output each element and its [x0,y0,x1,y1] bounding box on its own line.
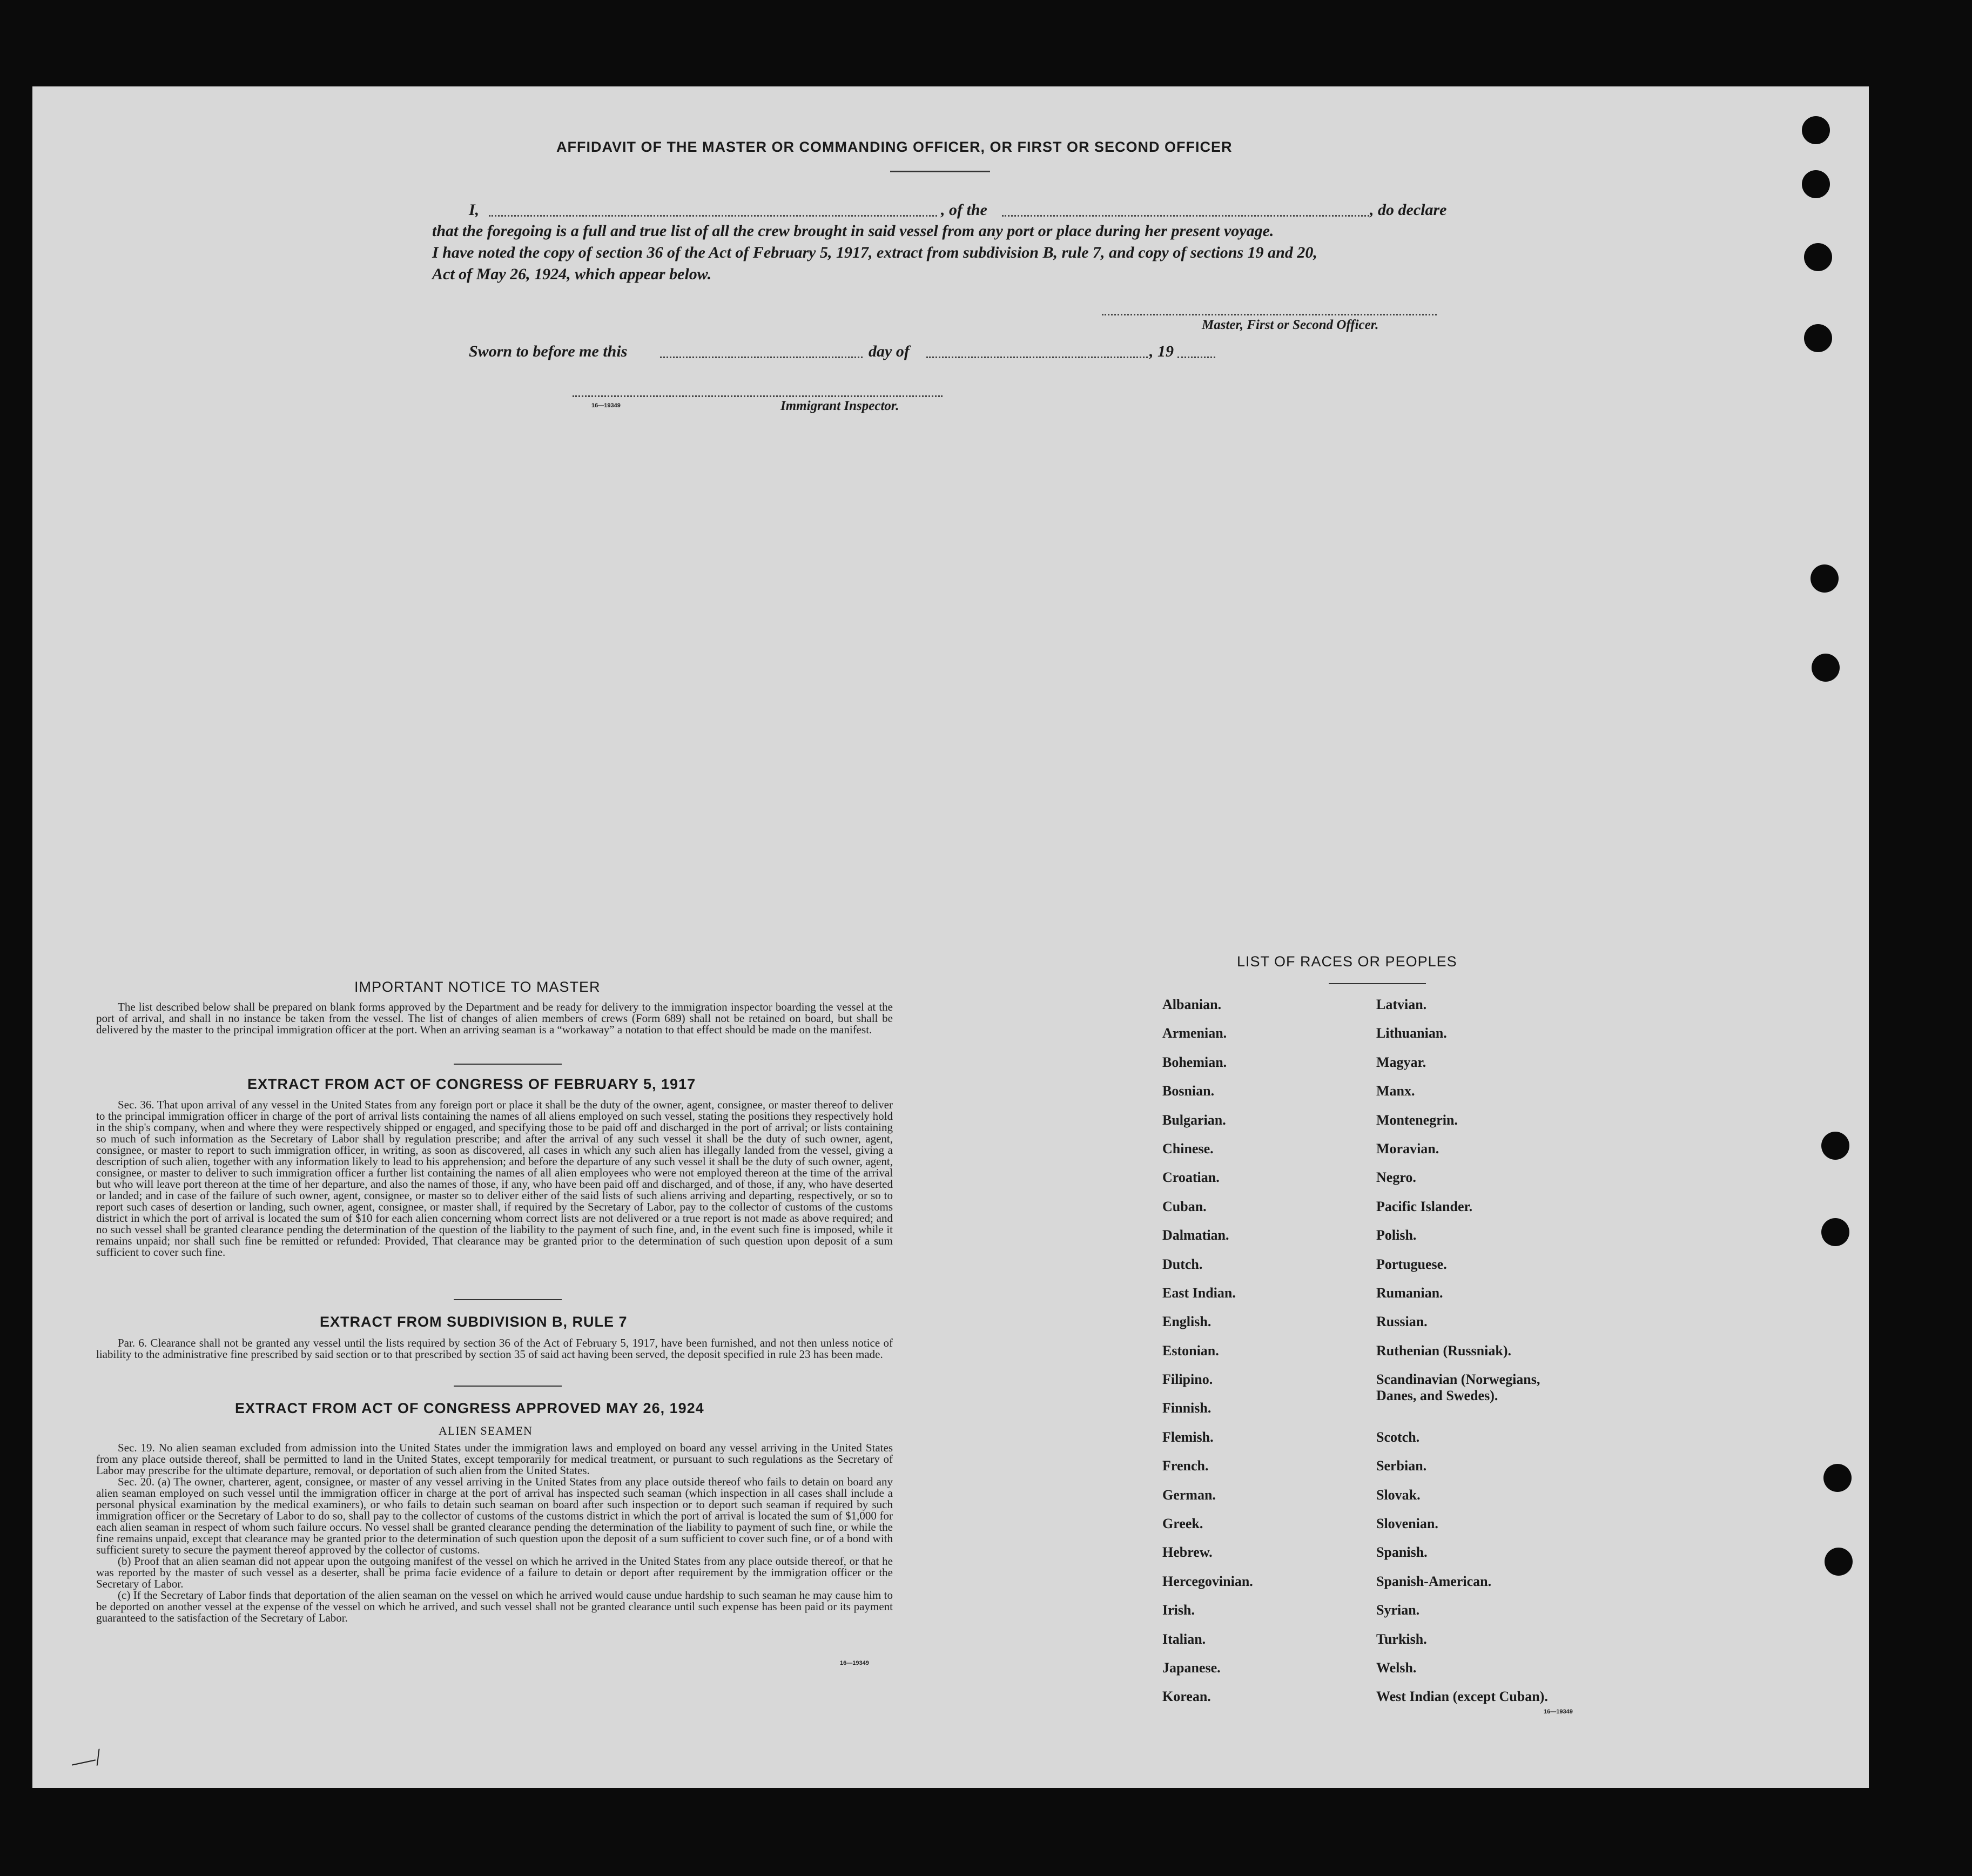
races-title: LIST OF RACES OR PEOPLES [1237,953,1457,970]
binder-hole [1802,116,1830,144]
race-item: Hercegovinian. [1162,1573,1253,1589]
extract-form-number: 16—19349 [840,1660,869,1666]
binder-hole [1812,654,1840,682]
binder-hole [1823,1464,1852,1492]
race-item: Greek. [1162,1516,1203,1532]
race-item: Bosnian. [1162,1083,1215,1099]
race-item: Russian. [1376,1314,1428,1330]
sworn-month-field[interactable] [926,346,1148,358]
section-rule [454,1299,562,1300]
margin-mark: —/ [69,1743,104,1776]
race-item: Filipino. [1162,1371,1213,1388]
race-item: Armenian. [1162,1025,1227,1041]
binder-hole [1821,1132,1849,1160]
sworn-day-field[interactable] [660,346,863,358]
declaration-do-declare: , do declare [1370,201,1447,219]
vessel-field[interactable] [1002,203,1369,217]
race-item: Bohemian. [1162,1054,1227,1070]
race-item: Bulgarian. [1162,1112,1226,1128]
title-rule [890,171,990,172]
declaration-line-3: I have noted the copy of section 36 of the Act of February 5, 1917, extract from subdivision B, rule 7, and copy of sections 19 and 20, [432,244,1317,261]
race-item: French. [1162,1458,1209,1474]
declaration-i: I, [469,201,480,219]
race-item: Latvian. [1376,997,1427,1012]
sworn-day-of: day of [869,342,910,360]
master-signature-field[interactable] [1102,304,1437,315]
declaration-line-4: Act of May 26, 1924, which appear below. [432,265,712,283]
race-item: West Indian (except Cuban). [1376,1689,1548,1705]
race-item: Pacific Islander. [1376,1198,1473,1214]
binder-hole [1811,564,1839,593]
race-item: Finnish. [1162,1400,1212,1416]
races-title-rule [1329,983,1426,984]
affidavit-title: AFFIDAVIT OF THE MASTER OR COMMANDING OFFICER, OR FIRST OR SECOND OFFICER [556,139,1233,155]
race-item: Cuban. [1162,1198,1207,1214]
extract-rule7-text [96,1337,893,1360]
race-item: Irish. [1162,1602,1195,1618]
race-item: Japanese. [1162,1659,1221,1676]
declaration-line-2: that the foregoing is a full and true list of all the crew brought in said vessel from any port or place during her present voyage. [432,222,1274,240]
race-item: Croatian. [1162,1169,1220,1186]
section-36-paragraph: Sec. 36. That upon arrival of any vessel in the United States from any foreign port or place it shall be the duty of the owner, agent, consignee, or master thereof to deliver to the principal immigration officer in charge of the port of arrival lists containing the names of all aliens employed on such vessel, stating the positions they respectively hold in the ship's company, when and where they were respectively shipped or engaged, and specifying those to be paid off and discharged in the port of arrival; or lists containing so much of such information as the Secretary of Labor shall by regulation prescribe; and after the arrival of any such vessel it shall be the duty of such owner, agent, consignee, or master to report to such immigration officer, in writing, as soon as discovered, all cases in which any such alien has illegally landed from the vessel, giving a description of such alien, together with any information likely to lead to his apprehension; and before the departure of any such vessel it shall be the duty of such owner, agent, consignee, or master to deliver to such immigration officer a further list containing the names of all alien employees who were not employed thereon at the time of the arrival but who will leave port thereon at the time of her departure, and also the names of those, if any, who have been paid off and discharged, and of those, if any, who have deserted or landed; and in case of the failure of such owner, agent, consignee, or master so to deliver either of the said lists of such aliens arriving and departing, respectively, or so to report such cases of desertion or landing, such owner, agent, consignee, or master shall, if required by the Secretary of Labor, pay to the collector of customs of the customs district in which the port of arrival is located the sum of $10 for each alien concerning whom correct lists are not delivered or a true report is not made as above required; and no such vessel shall be granted clearance pending the determination of the question of the liability to the payment of such fine, and, in the event such fine is imposed, while it remains unpaid; nor shall such fine be remitted or refunded: Provided, That clearance may be granted prior to the determination of such question upon deposit of a sum sufficient to cover such fine. [96,1098,893,1259]
race-item: Portuguese. [1376,1256,1447,1272]
form-number: 16—19349 [591,402,621,409]
race-item: Dalmatian. [1162,1227,1229,1243]
race-item: German. [1162,1487,1216,1503]
race-item: Scotch. [1376,1429,1420,1445]
extract-1917-title: EXTRACT FROM ACT OF CONGRESS OF FEBRUARY 5, 1917 [247,1076,696,1092]
extract-1924-text [96,1442,893,1624]
section-20a-paragraph: Sec. 20. (a) The owner, charterer, agent, consignee, or master of any vessel arriving in the United States from any place outside thereof who fails to detain on board any alien seaman employed on such vessel until the immigration officer in charge at the port of arrival has inspected such seaman (which inspection in all cases shall include a personal physical examination by the medical examiners), or who fails to detain such seaman on board after such inspection or to deport such seaman if required by such immigration officer or the Secretary of Labor to do so, shall pay to the collector of customs of the customs district in which the port of arrival is located the sum of $1,000 for each alien seaman in respect of whom such failure occurs. No vessel shall be granted clearance pending the determination of the liability to payment of such fine, or while the fine remains unpaid, except that clearance may be granted prior to the determination of such question upon the deposit of a sum sufficient to cover such fine, or of a bond with sufficient surety to secure the payment thereof approved by the collector of customs. [96,1475,893,1556]
race-item: Spanish-American. [1376,1573,1492,1589]
race-item: Polish. [1376,1227,1417,1243]
race-item: Chinese. [1162,1140,1214,1156]
notice-title: IMPORTANT NOTICE TO MASTER [354,979,601,995]
races-right-column [1376,997,1614,1718]
race-item: Serbian. [1376,1458,1427,1474]
binder-hole [1825,1548,1853,1576]
race-item: East Indian. [1162,1285,1236,1301]
race-item: Estonian. [1162,1342,1219,1359]
extract-1924-title: EXTRACT FROM ACT OF CONGRESS APPROVED MAY 26, 1924 [235,1400,704,1416]
race-item: Italian. [1162,1631,1206,1647]
race-item: Hebrew. [1162,1544,1213,1561]
race-item: Turkish. [1376,1631,1427,1647]
notice-paragraph: The list described below shall be prepared on blank forms approved by the Department and be ready for delivery to the immigration inspector boarding the vessel at the port of arrival, and shall in no instance be taken from the vessel. The list of changes of alien members of crews (Form 689) shall not be retained on board, but shall be delivered by the master to the principal immigration officer at the port. When an arriving seaman is a “workaway” a notation to that effect should be made on the manifest. [96,1000,893,1036]
sworn-year-prefix: , 19 [1149,342,1174,360]
race-item: Albanian. [1162,997,1222,1012]
section-19-paragraph: Sec. 19. No alien seaman excluded from admission into the United States under the immigration laws and employed on board any vessel arriving in the United States from any place outside thereof, shall be permitted to land in the United States, except temporarily for medical treatment, or pursuant to such regulations as the Secretary of Labor may prescribe for the ultimate departure, removal, or deportation of such alien from the United States. [96,1441,893,1477]
alien-seamen-subtitle: ALIEN SEAMEN [439,1424,533,1437]
master-signature-label: Master, First or Second Officer. [1202,318,1379,332]
race-item: Slovenian. [1376,1516,1438,1532]
race-item: Flemish. [1162,1429,1214,1445]
extract-rule7-title: EXTRACT FROM SUBDIVISION B, RULE 7 [320,1314,628,1330]
race-item: Negro. [1376,1169,1416,1186]
race-item: Syrian. [1376,1602,1420,1618]
race-item: English. [1162,1314,1212,1330]
section-20b-paragraph: (b) Proof that an alien seaman did not appear upon the outgoing manifest of the vessel on which he arrived in the United States from any place outside thereof, or that he was reported by the master of such vessel as a deserter, shall be prima facie evidence of a failure to detain or deport after requirement by the immigration officer or the Secretary of Labor. [96,1555,893,1590]
race-item: Magyar. [1376,1054,1426,1070]
inspector-label: Immigrant Inspector. [780,399,899,413]
race-item: Spanish. [1376,1544,1428,1561]
races-left-column [1162,997,1368,1718]
inspector-signature-field[interactable] [573,387,943,397]
sworn-year-field[interactable] [1177,346,1215,358]
race-item: Moravian. [1376,1140,1439,1156]
race-item: Ruthenian (Russniak). [1376,1342,1511,1359]
notice-text [96,1001,893,1036]
section-20c-paragraph: (c) If the Secretary of Labor finds that deportation of the alien seaman on the vessel on which he arrived would cause undue hardship to such seaman he may cause him to be deported on another vessel at the expense of the vessel on which he arrived, and such vessel shall not be granted clearance until such expense has been paid or its payment guaranteed to the satisfaction of the Secretary of Labor. [96,1589,893,1624]
races-form-number: 16—19349 [1544,1709,1573,1715]
binder-hole [1804,243,1832,271]
race-item: Welsh. [1376,1660,1417,1676]
section-rule [454,1064,562,1065]
race-item: Manx. [1376,1083,1415,1099]
race-item: Slovak. [1376,1487,1421,1503]
binder-hole [1802,170,1830,198]
race-item: Montenegrin. [1376,1112,1458,1128]
race-item: Rumanian. [1376,1285,1443,1301]
name-field[interactable] [489,203,937,217]
rule-7-paragraph: Par. 6. Clearance shall not be granted any vessel until the lists required by section 36 of the Act of February 5, 1917, have been furnished, and not then unless notice of liability to the administrative fine prescribed by said section or to that prescribed by section 35 of said act having been served, the deposit specified in rule 23 has been made. [96,1336,893,1361]
extract-1917-text [96,1099,893,1258]
binder-hole [1804,324,1832,352]
race-item: Scandinavian (Norwegians, Danes, and Swedes). [1376,1371,1540,1404]
sworn-prefix: Sworn to before me this [469,342,628,360]
race-item: Korean. [1162,1689,1211,1705]
declaration-of-the: , of the [941,201,987,219]
binder-hole [1821,1218,1849,1246]
section-rule [454,1386,562,1387]
race-item: Dutch. [1162,1256,1203,1272]
race-item: Lithuanian. [1376,1025,1447,1041]
